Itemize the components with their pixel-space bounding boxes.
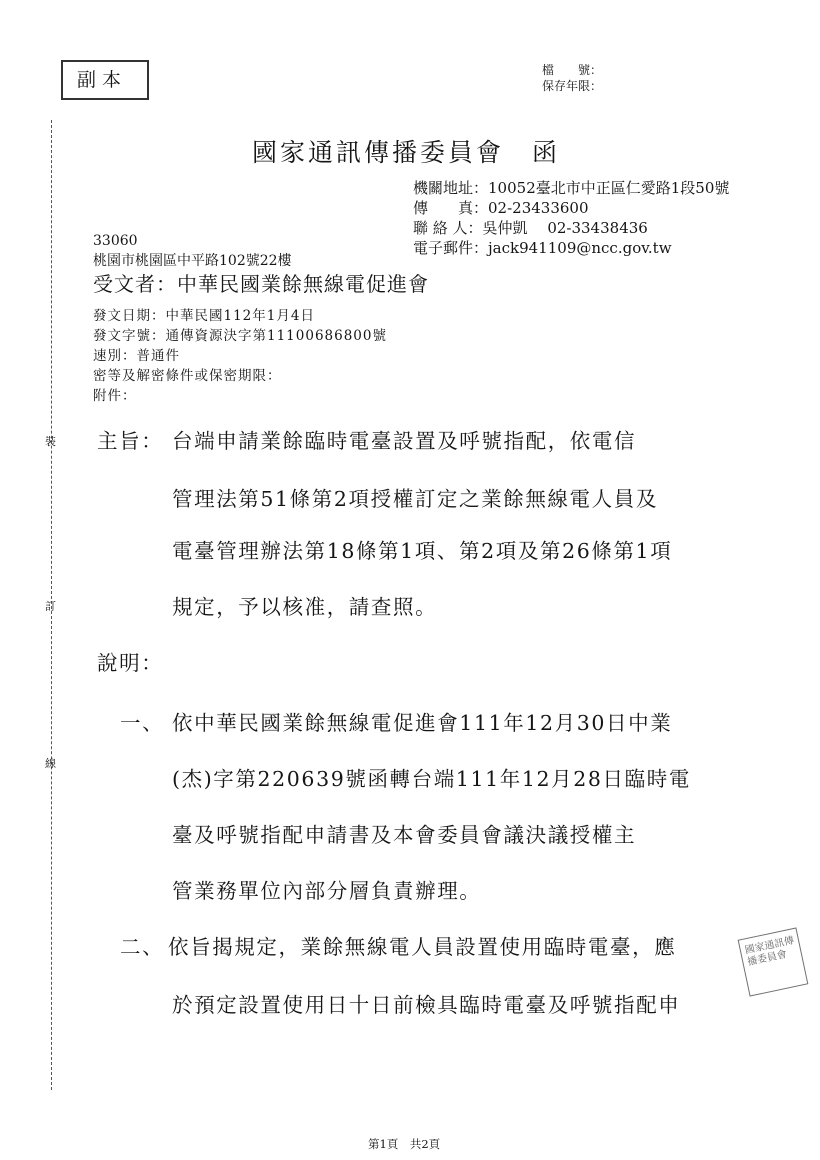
binding-mark-xian: 線 [45,757,56,770]
binding-mark-zhuang: 裝 [45,435,56,448]
attachments: 附件： [93,388,137,404]
file-number-label: 檔 號： [542,63,603,77]
agency-contact: 聯 絡 人：吳仲凱 02-33438436 [413,219,648,237]
copy-stamp: 副本 [61,60,149,100]
recipient-zip: 33060 [93,233,138,249]
explanation-label: 說明： [97,651,164,675]
agency-fax: 傳 真：02-23433600 [413,199,589,217]
document-number: 發文字號：通傳資源決字第11100686800號 [93,328,387,344]
issue-date: 發文日期：中華民國112年1月4日 [93,308,315,324]
classification: 密等及解密條件或保密期限： [93,368,282,384]
binding-mark-ding: 訂 [45,600,56,613]
document-title: 國家通訊傳播委員會 函 [252,138,561,167]
subject-line: 電臺管理辦法第18條第1項、第2項及第26條第1項 [172,539,673,563]
subject-line: 規定，予以核准，請查照。 [172,595,438,619]
item-1-line: 臺及呼號指配申請書及本會委員會議決議授權主 [172,823,637,847]
recipient-address: 桃園市桃園區中平路102號22樓 [93,253,292,269]
subject-line: 台端申請業餘臨時電臺設置及呼號指配，依電信 [172,429,637,453]
item-1-line: 依中華民國業餘無線電促進會111年12月30日中業 [172,711,673,735]
delivery-speed: 速別：普通件 [93,348,180,364]
item-2-line: 於預定設置使用日十日前檢具臨時電臺及呼號指配申 [172,993,681,1017]
retention-period-label: 保存年限： [542,79,603,93]
item-2-marker: 二、 [120,935,165,959]
item-1-line: (杰)字第220639號函轉台端111年12月28日臨時電 [172,767,691,791]
official-seal: 國家通訊傳播委員會 [738,927,809,996]
subject-label: 主旨： [97,429,164,453]
item-1-marker: 一、 [120,711,165,735]
recipient: 受文者：中華民國業餘無線電促進會 [93,272,429,296]
subject-line: 管理法第51條第2項授權訂定之業餘無線電人員及 [172,487,658,511]
item-1-line: 管業務單位內部分層負責辦理。 [172,879,482,903]
item-2-line: 依旨揭規定，業餘無線電人員設置使用臨時電臺，應 [168,935,677,959]
agency-email: 電子郵件：jack941109@ncc.gov.tw [413,239,672,257]
page-footer: 第1頁 共2頁 [368,1137,441,1151]
agency-address: 機關地址：10052臺北市中正區仁愛路1段50號 [413,179,730,197]
